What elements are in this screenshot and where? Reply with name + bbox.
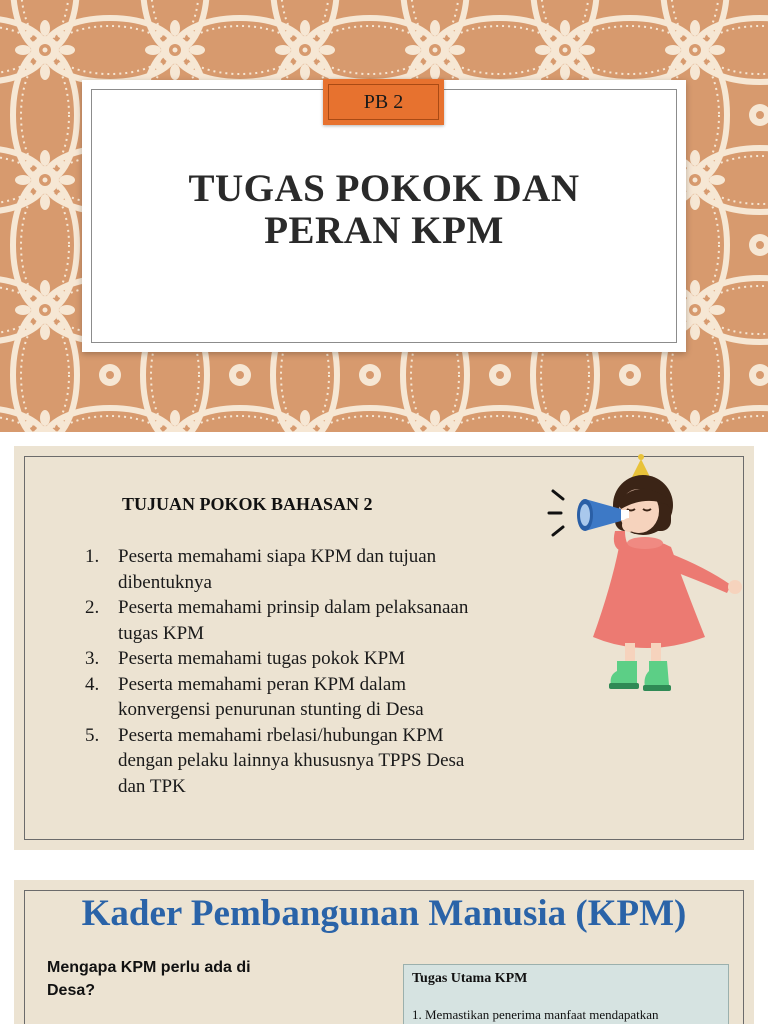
objective-text: Peserta memahami rbelasi/hubungan KPM [118,724,444,746]
objectives-list [85,544,525,799]
objective-number: 2. [85,597,100,618]
objective-text: dan TPK [118,775,186,797]
slide-title [92,168,676,252]
objective-item [85,646,525,672]
objective-number: 1. [85,546,100,567]
question-line: Mengapa KPM perlu ada di [47,959,251,976]
objective-number: 5. [85,724,100,746]
section-badge [323,79,444,125]
objective-item [85,595,525,646]
title-slide [0,0,768,432]
slide-title-line-1: TUGAS POKOK DAN [188,167,580,210]
question-line: Desa? [47,982,96,999]
girl-with-megaphone-icon [545,447,765,709]
slide-title-line-2: PERAN KPM [264,209,504,252]
question-text [47,956,307,1002]
objective-number: 4. [85,673,100,695]
objective-text: Peserta memahami prinsip dalam pelaksanaan [118,597,469,618]
objective-text: Peserta memahami tugas pokok KPM [118,648,406,669]
objective-item [85,723,525,800]
objective-item [85,672,525,723]
objectives-heading: TUJUAN POKOK BAHASAN 2 [122,494,373,514]
main-task-box [403,964,729,1024]
objective-text: Peserta memahami peran KPM dalam [118,673,407,695]
objective-text: konvergensi penurunan stunting di Desa [118,699,424,720]
objective-text: tugas KPM [118,622,205,644]
objective-item [85,544,525,595]
kpm-slide [14,880,754,1024]
kpm-title: Kader Pembangunan Manusia (KPM) [81,893,687,934]
slide-frame [24,456,744,840]
objective-text: Peserta memahami siapa KPM dan tujuan [118,546,437,567]
objective-text: dibentuknya [118,571,212,593]
objective-text: dengan pelaku lainnya khususnya TPPS Desa [118,750,465,771]
objective-number: 3. [85,648,100,669]
main-task-title: Tugas Utama KPM [412,971,528,986]
objectives-slide [14,446,754,850]
section-badge-label: PB 2 [328,84,439,120]
main-task-item: 1. Memastikan penerima manfaat mendapatkan [412,1007,659,1022]
